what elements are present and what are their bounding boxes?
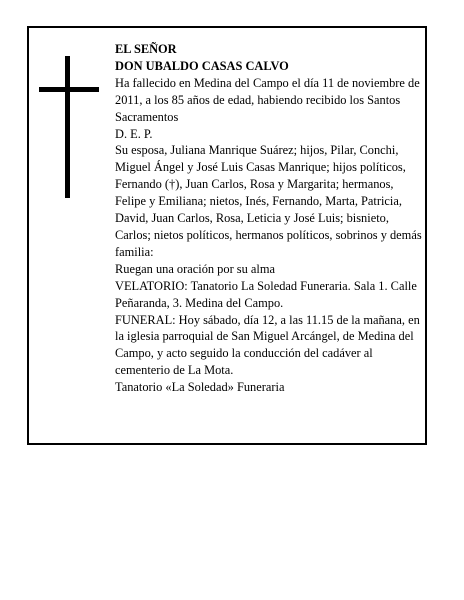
- prayer-request: Ruegan una oración por su alma: [115, 261, 275, 276]
- heading-line-1: EL SEÑOR: [115, 42, 177, 56]
- wake-info: VELATORIO: Tanatorio La Soledad Funeraria. Sala 1. Calle Peñaranda, 3. Medina del Campo.: [115, 278, 417, 310]
- dep-line: D. E. P.: [115, 126, 153, 141]
- funeral-home: Tanatorio «La Soledad» Funeraria: [115, 380, 285, 395]
- cross-vertical-bar: [65, 56, 70, 198]
- funeral-info: FUNERAL: Hoy sábado, día 12, a las 11.15 de la mañana, en la iglesia parroquial de San Miguel Arcángel, de Medina del Campo, y acto seguido la conducción del cadáver al cementerio de La Mota.: [115, 312, 420, 378]
- death-announcement: Ha fallecido en Medina del Campo el día 11 de noviembre de 2011, a los 85 años de edad, habiendo recibido los Santos Sacramentos: [115, 75, 420, 124]
- family-list: Su esposa, Juliana Manrique Suárez; hijos, Pilar, Conchi, Miguel Ángel y José Luis Casas Manrique; hijos políticos, Fernando (†), Juan Carlos, Rosa y Margarita; hermanos, Felipe y Emiliana; nietos, Inés, Fernando, Marta, Patricia, David, Juan Carlos, Rosa, Leticia y José Luis; bisnieto, Carlos; nietos políticos, hermanos políticos, sobrinos y demás familia:: [115, 143, 422, 259]
- cross-horizontal-bar: [39, 87, 99, 92]
- cross-icon: [39, 56, 99, 198]
- obituary-notice: [27, 26, 427, 445]
- obituary-text: [115, 41, 423, 396]
- deceased-name: DON UBALDO CASAS CALVO: [115, 58, 289, 73]
